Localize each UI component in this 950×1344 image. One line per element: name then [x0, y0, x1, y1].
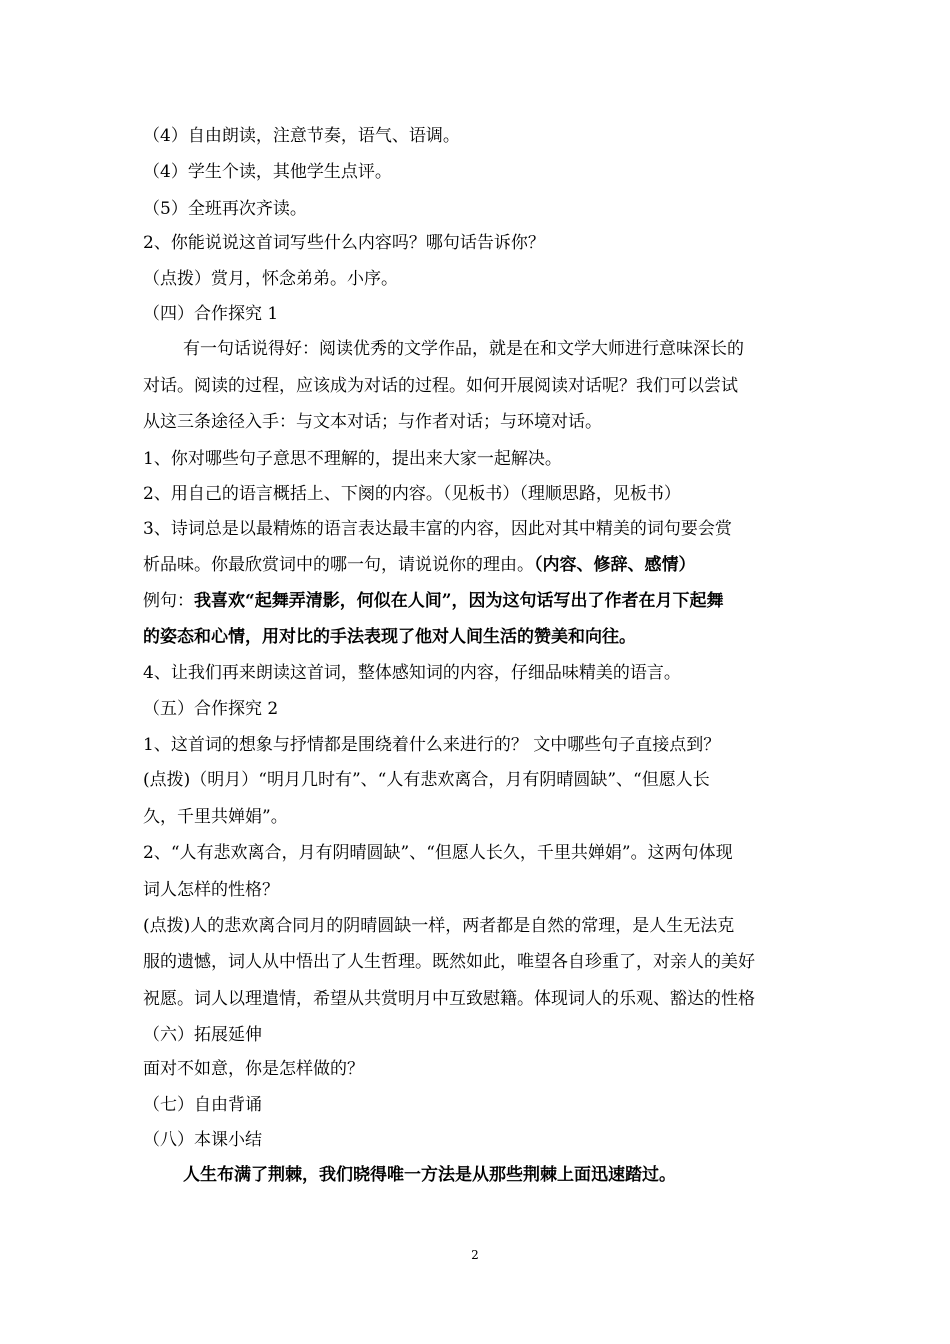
- text-line: 1、这首词的想象与抒情都是围绕着什么来进行的？ 文中哪些句子直接点到？: [143, 735, 721, 755]
- example-line: [143, 591, 813, 611]
- paragraph-line: 从这三条途径入手：与文本对话；与作者对话；与环境对话。: [143, 412, 602, 432]
- text-line: (点拨)（明月）“明月几时有”、“人有悲欢离合，月有阴晴圆缺”、“但愿人长: [143, 770, 710, 790]
- text-line: 面对不如意，你是怎样做的？: [143, 1059, 364, 1079]
- example-label: 例句：: [143, 591, 194, 611]
- paragraph-line: 对话。阅读的过程，应该成为对话的过程。如何开展阅读对话呢？我们可以尝试: [143, 376, 738, 396]
- text-line: （点拨）赏月，怀念弟弟。小序。: [143, 269, 398, 289]
- section-heading: （八）本课小结: [143, 1130, 262, 1150]
- section-heading: （七）自由背诵: [143, 1095, 262, 1115]
- text-line: 4、让我们再来朗读这首词，整体感知词的内容，仔细品味精美的语言。: [143, 663, 681, 683]
- paragraph-line: 有一句话说得好：阅读优秀的文学作品，就是在和文学大师进行意味深长的: [183, 339, 744, 359]
- text-line: 祝愿。词人以理遣情，希望从共赏明月中互致慰籍。体现词人的乐观、豁达的性格: [143, 989, 755, 1009]
- section-heading: （五）合作探究 2: [143, 699, 279, 719]
- section-heading: （四）合作探究 1: [143, 304, 279, 324]
- text-line: 3、诗词总是以最精炼的语言表达最丰富的内容，因此对其中精美的词句要会赏: [143, 519, 732, 539]
- text-line: 服的遗憾，词人从中悟出了人生哲理。既然如此，唯望各自珍重了，对亲人的美好: [143, 952, 755, 972]
- text-line: （5）全班再次齐读。: [143, 199, 307, 219]
- text-line: 久，千里共婵娟”。: [143, 807, 288, 827]
- text-line: （4）自由朗读，注意节奏，语气、语调。: [143, 126, 460, 146]
- example-text: 我喜欢“起舞弄清影，何似在人间”，因为这句话写出了作者在月下起舞: [194, 591, 724, 611]
- text-line: 2、“人有悲欢离合，月有阴晴圆缺”、“但愿人长久，千里共婵娟”。这两句体现: [143, 843, 733, 863]
- answer-hint: （内容、修辞、感情）: [534, 555, 696, 575]
- text-line: （4）学生个读，其他学生点评。: [143, 162, 392, 182]
- question-text: 析品味。你最欣赏词中的哪一句，请说说你的理由。: [143, 555, 534, 575]
- text-line: 2、用自己的语言概括上、下阕的内容。（见板书）（理顺思路，见板书）: [143, 484, 681, 504]
- section-heading: （六）拓展延伸: [143, 1025, 262, 1045]
- example-line: 的姿态和心情，用对比的手法表现了他对人间生活的赞美和向往。: [143, 627, 636, 647]
- text-line: 词人怎样的性格？: [143, 880, 279, 900]
- summary-line: 人生布满了荆棘，我们晓得唯一方法是从那些荆棘上面迅速踏过。: [183, 1165, 676, 1185]
- page-number: 2: [471, 1248, 479, 1262]
- text-line: 2、你能说说这首词写些什么内容吗？哪句话告诉你？: [143, 233, 545, 253]
- text-line: 1、你对哪些句子意思不理解的，提出来大家一起解决。: [143, 449, 562, 469]
- text-line: [143, 555, 813, 575]
- text-line: (点拨)人的悲欢离合同月的阴晴圆缺一样，两者都是自然的常理，是人生无法克: [143, 916, 735, 936]
